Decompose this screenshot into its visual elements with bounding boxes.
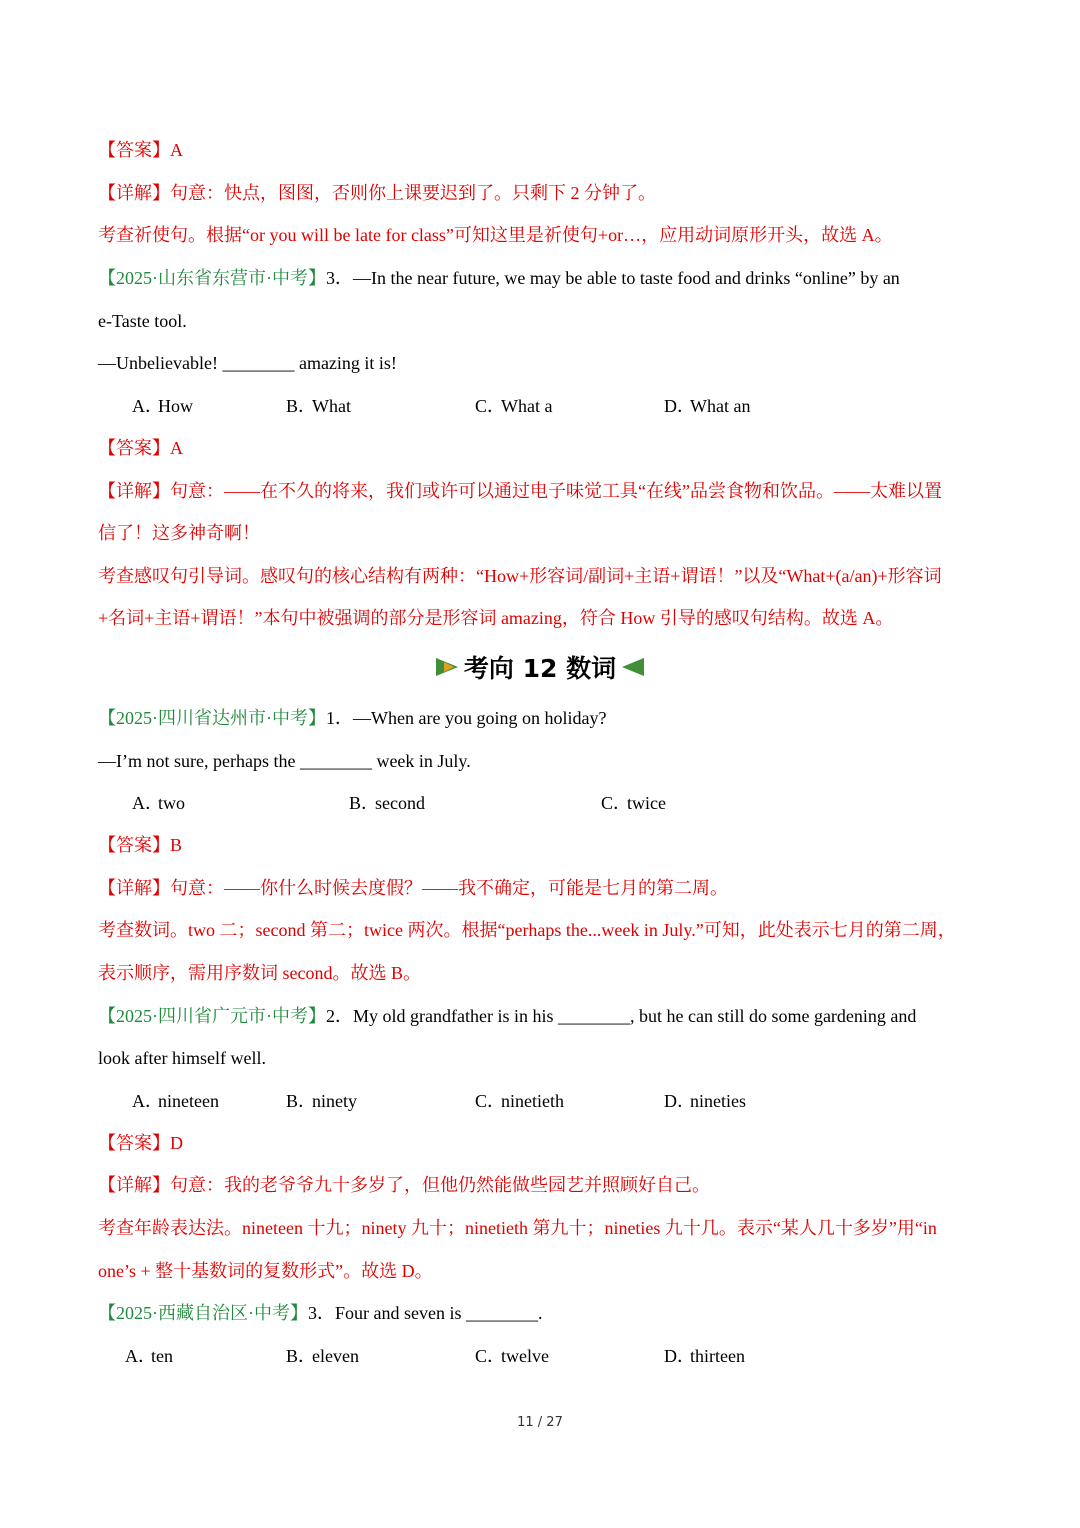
section-heading <box>0 650 1080 684</box>
analysis-text-cont: 表示顺序，需用序数词 second。故选 B。 <box>98 963 421 983</box>
detail-text: 【详解】句意：——你什么时候去度假？——我不确定，可能是七月的第二周。 <box>98 878 728 898</box>
stem-text: 3．—In the near future, we may be able to taste food and drinks “online” by an <box>326 268 900 288</box>
option-a: A．ten <box>125 1346 173 1366</box>
stem-text: 2．My old grandfather is in his ________, but he can still do some gardening and <box>326 1006 917 1026</box>
option-a: A．two <box>132 793 185 813</box>
option-c: C．What a <box>475 396 553 416</box>
question-source: 【2025·西藏自治区·中考】 <box>98 1303 308 1323</box>
answer-label: 【答案】D <box>98 1133 183 1153</box>
stem-text: 1．—When are you going on holiday? <box>326 708 607 728</box>
detail-text: 【详解】句意：我的老爷爷九十多岁了，但他仍然能做些园艺并照顾好自己。 <box>98 1175 710 1195</box>
question-stem-cont: —Unbelievable! ________ amazing it is! <box>98 353 397 373</box>
analysis-text: 考查年龄表达法。nineteen 十九；ninety 九十；ninetieth 第九十；nineties 九十几。表示“某人几十多岁”用“in <box>98 1218 937 1238</box>
detail-text: 【详解】句意：快点，图图，否则你上课要迟到了。只剩下 2 分钟了。 <box>98 183 656 203</box>
question-stem <box>98 706 606 730</box>
option-b: B．ninety <box>286 1091 357 1111</box>
question-stem <box>98 266 900 290</box>
option-a: A．nineteen <box>132 1091 219 1111</box>
stem-text: 3．Four and seven is ________. <box>308 1303 543 1323</box>
analysis-text-cont: one’s + 整十基数词的复数形式”。故选 D。 <box>98 1261 433 1281</box>
arrow-left-icon <box>622 658 644 676</box>
option-b: B．What <box>286 396 351 416</box>
option-d: D．What an <box>664 396 751 416</box>
option-c: C．twice <box>601 793 666 813</box>
answer-label: 【答案】A <box>98 140 183 160</box>
question-stem <box>98 1004 916 1028</box>
question-stem <box>98 1301 542 1325</box>
option-d: D．thirteen <box>664 1346 745 1366</box>
detail-text: 【详解】句意：——在不久的将来，我们或许可以通过电子味觉工具“在线”品尝食物和饮品。——太难以置 <box>98 481 942 501</box>
question-stem-cont: —I’m not sure, perhaps the ________ week in July. <box>98 751 471 771</box>
option-b: B．second <box>349 793 425 813</box>
question-source: 【2025·山东省东营市·中考】 <box>98 268 326 288</box>
answer-label: 【答案】A <box>98 438 183 458</box>
section-title: 考向 12 数词 <box>463 654 617 683</box>
question-stem-cont: e-Taste tool. <box>98 311 187 331</box>
options-row <box>0 1344 1080 1368</box>
options-row <box>0 394 1080 418</box>
analysis-text: 考查感叹句引导词。感叹句的核心结构有两种：“How+形容词/副词+主语+谓语！”以及“What+(a/an)+形容词 <box>98 566 942 586</box>
question-stem-cont: look after himself well. <box>98 1048 266 1068</box>
analysis-text: 考查祈使句。根据“or you will be late for class”可知这里是祈使句+or…，应用动词原形开头，故选 A。 <box>98 225 893 245</box>
options-row <box>0 791 1080 815</box>
page-number: 11 / 27 <box>517 1415 563 1430</box>
analysis-text-cont: +名词+主语+谓语！”本句中被强调的部分是形容词 amazing，符合 How 引导的感叹句结构。故选 A。 <box>98 608 894 628</box>
analysis-text: 考查数词。two 二；second 第二；twice 两次。根据“perhaps the...week in July.”可知，此处表示七月的第二周， <box>98 920 956 940</box>
arrow-accent-icon <box>444 662 454 672</box>
option-d: D．nineties <box>664 1091 746 1111</box>
option-a: A．How <box>132 396 193 416</box>
option-b: B．eleven <box>286 1346 359 1366</box>
options-row <box>0 1089 1080 1113</box>
question-source: 【2025·四川省广元市·中考】 <box>98 1006 326 1026</box>
option-c: C．ninetieth <box>475 1091 564 1111</box>
option-c: C．twelve <box>475 1346 549 1366</box>
detail-text-cont: 信了！这多神奇啊！ <box>98 523 260 543</box>
answer-label: 【答案】B <box>98 835 183 855</box>
question-source: 【2025·四川省达州市·中考】 <box>98 708 326 728</box>
